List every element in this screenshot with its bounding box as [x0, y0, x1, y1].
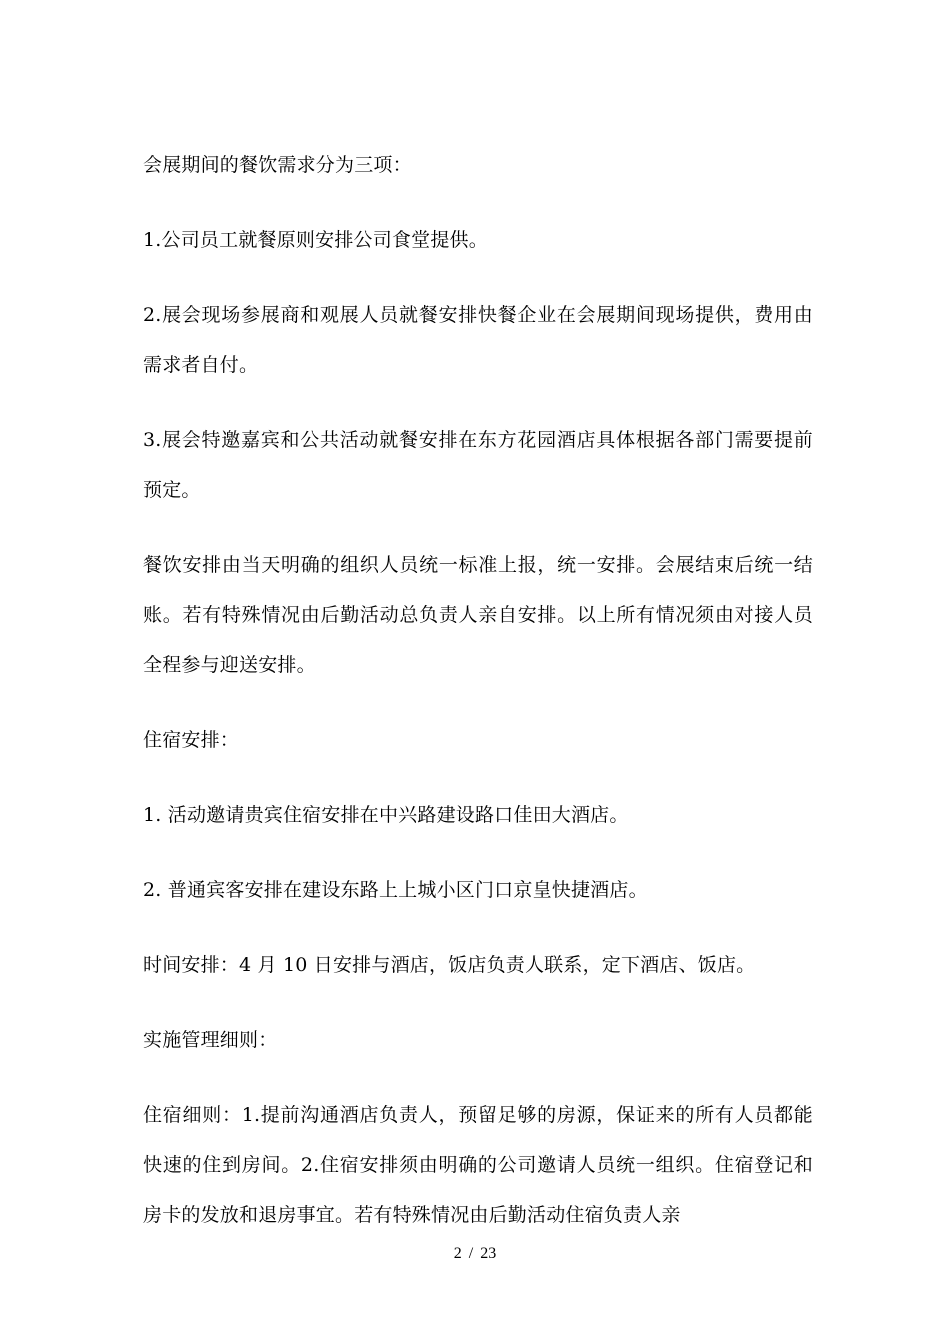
paragraph-accommodation-rules: 住宿细则：1.提前沟通酒店负责人，预留足够的房源，保证来的所有人员都能快速的住到房间。2.住宿安排须由明确的公司邀请人员统一组织。住宿登记和房卡的发放和退房事宜。若有特殊情况由后勤活动住宿负责人亲 — [143, 1104, 813, 1226]
paragraph-accommodation-item-1: 1. 活动邀请贵宾住宿安排在中兴路建设路口佳田大酒店。 — [143, 804, 629, 826]
paragraph-catering-rules: 餐饮安排由当天明确的组织人员统一标准上报，统一安排。会展结束后统一结账。若有特殊情况由后勤活动总负责人亲自安排。以上所有情况须由对接人员全程参与迎送安排。 — [143, 554, 813, 676]
heading-implementation-rules: 实施管理细则： — [143, 1029, 278, 1051]
heading-accommodation: 住宿安排： — [143, 729, 240, 751]
paragraph-catering-item-3: 3.展会特邀嘉宾和公共活动就餐安排在东方花园酒店具体根据各部门需要提前预定。 — [143, 429, 813, 501]
paragraph-catering-intro: 会展期间的餐饮需求分为三项： — [143, 154, 412, 176]
document-body — [143, 140, 813, 1240]
paragraph-accommodation-item-2: 2. 普通宾客安排在建设东路上上城小区门口京皇快捷酒店。 — [143, 879, 648, 901]
paragraph-catering-item-2: 2.展会现场参展商和观展人员就餐安排快餐企业在会展期间现场提供，费用由需求者自付。 — [143, 304, 813, 376]
page-number-footer — [0, 1244, 950, 1264]
paragraph-catering-item-1: 1.公司员工就餐原则安排公司食堂提供。 — [143, 229, 488, 251]
current-page-number: 2 — [453, 1245, 462, 1262]
total-page-count: 23 — [480, 1245, 497, 1262]
page-separator: / — [468, 1245, 474, 1262]
paragraph-schedule: 时间安排：4 月 10 日安排与酒店，饭店负责人联系，定下酒店、饭店。 — [143, 954, 756, 976]
